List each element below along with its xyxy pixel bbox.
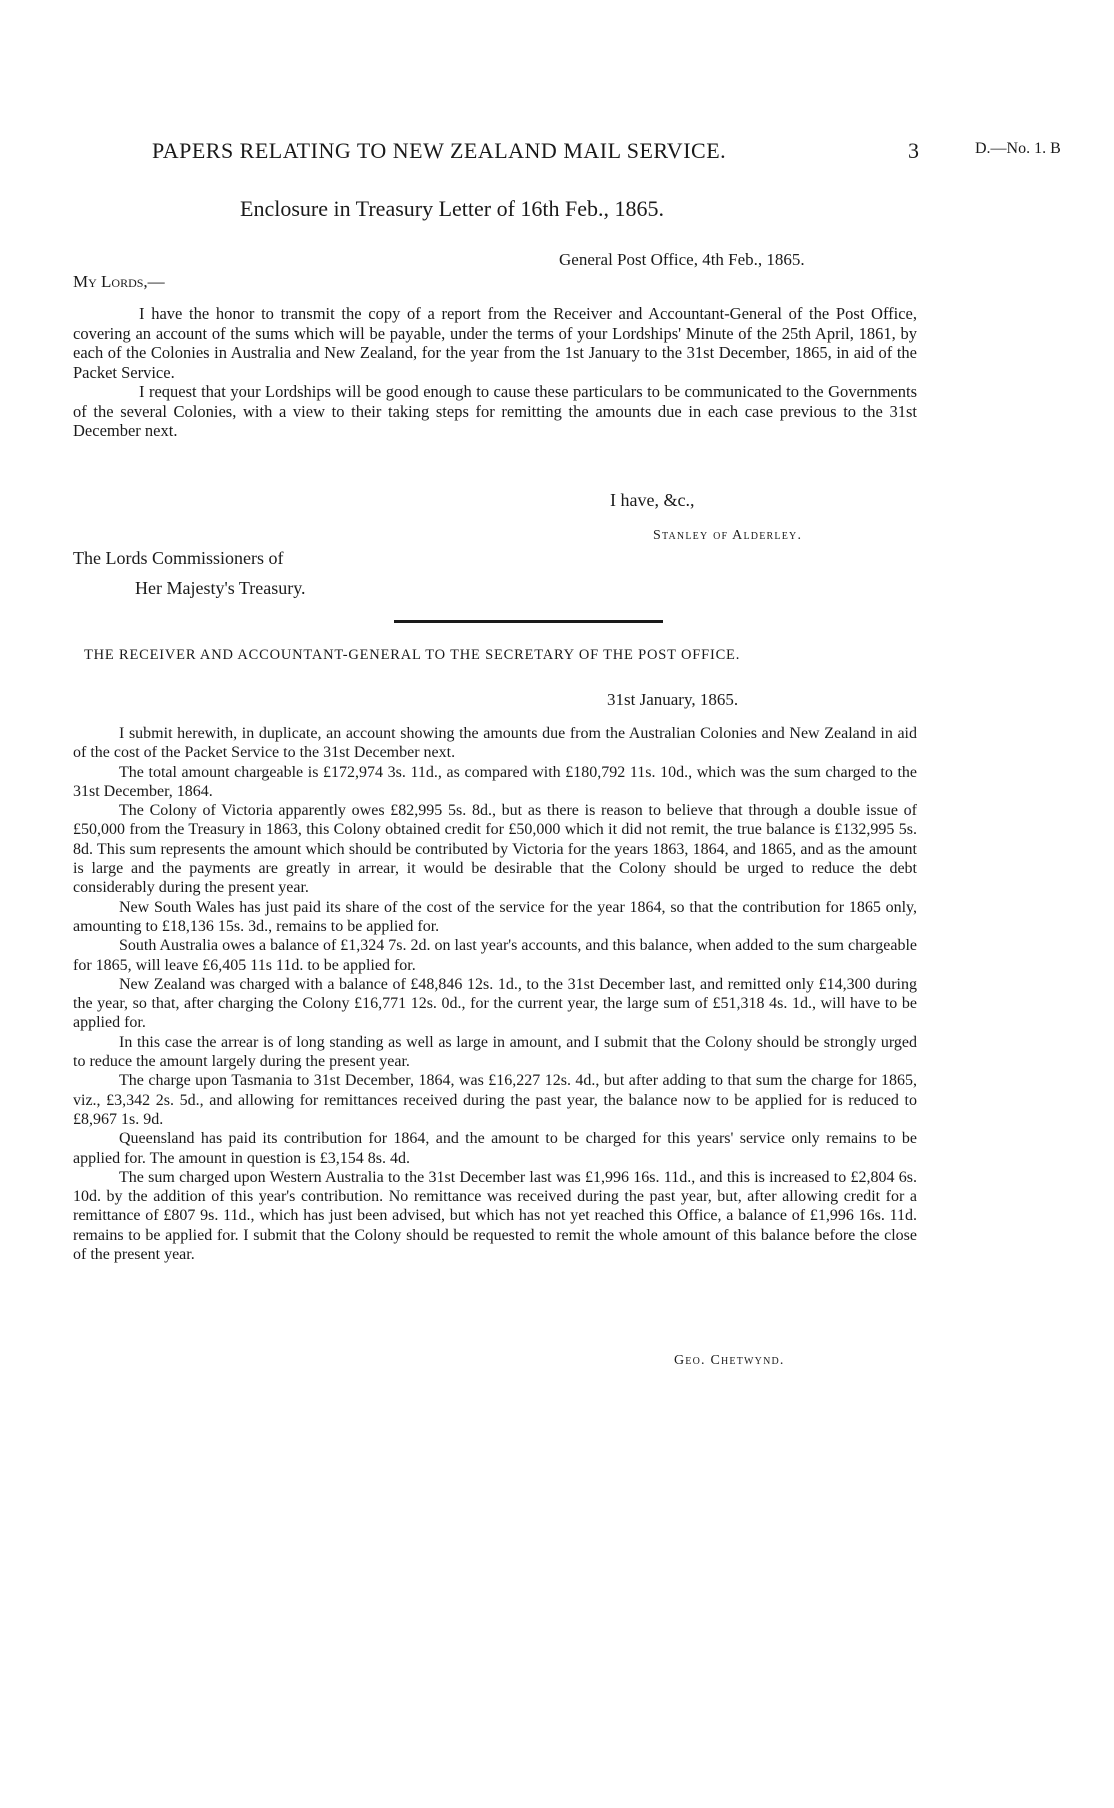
letter-body	[73, 304, 917, 441]
report-paragraph: The charge upon Tasmania to 31st December, 1864, was £16,227 12s. 4d., but after adding to that sum the charge for 1865, viz., £3,342 2s. 5d., and allowing for remittances received during the past year, the balance now to be applied for is reduced to £8,967 1s. 9d.	[73, 1072, 917, 1128]
report-heading: THE RECEIVER AND ACCOUNTANT-GENERAL TO THE SECRETARY OF THE POST OFFICE.	[84, 647, 741, 663]
reference-code: D.—No. 1. B	[975, 140, 1061, 157]
letter-dateline: General Post Office, 4th Feb., 1865.	[559, 250, 805, 269]
report-paragraph: Queensland has paid its contribution for 1864, and the amount to be charged for this years' service only remains to be applied for. The amount in question is £3,154 8s. 4d.	[73, 1130, 917, 1167]
letter-paragraph: I request that your Lordships will be good enough to cause these particulars to be communicated to the Governments of the several Colonies, with a view to their taking steps for remitting the amounts due in each case previous to the 31st December next.	[73, 382, 917, 440]
letter-closing: I have, &c.,	[610, 490, 695, 510]
enclosure-title: Enclosure in Treasury Letter of 16th Feb., 1865.	[240, 196, 665, 221]
section-divider	[394, 620, 663, 623]
running-title: PAPERS RELATING TO NEW ZEALAND MAIL SERVICE.	[152, 138, 727, 163]
letter-addressee	[73, 543, 306, 603]
addressee-line: Her Majesty's Treasury.	[135, 578, 306, 598]
report-paragraph: The total amount chargeable is £172,974 3s. 11d., as compared with £180,792 11s. 10d., which was the sum charged to the 31st December, 1864.	[73, 763, 917, 800]
letter-paragraph: I have the honor to transmit the copy of a report from the Receiver and Accountant-General of the Post Office, covering an account of the sums which will be payable, under the terms of your Lordships' Minute of the 25th April, 1861, by each of the Colonies in Australia and New Zealand, for the year from the 1st January to the 31st December, 1865, in aid of the Packet Service.	[73, 304, 917, 382]
report-paragraph: South Australia owes a balance of £1,324 7s. 2d. on last year's accounts, and this balance, when added to the sum chargeable for 1865, will leave £6,405 11s 11d. to be applied for.	[73, 937, 917, 974]
report-dateline: 31st January, 1865.	[607, 690, 739, 709]
report-paragraph: New Zealand was charged with a balance of £48,846 12s. 1d., to the 31st December last, and remitted only £14,300 during the year, so that, after charging the Colony £16,771 12s. 0d., for the current year, the large sum of £51,318 4s. 1d., will have to be applied for.	[73, 975, 917, 1032]
addressee-line: The Lords Commissioners of	[73, 548, 284, 568]
report-paragraph: I submit herewith, in duplicate, an account showing the amounts due from the Australian Colonies and New Zealand in aid of the cost of the Packet Service to the 31st December next.	[73, 725, 917, 762]
report-paragraph: In this case the arrear is of long standing as well as large in amount, and I submit that the Colony should be strongly urged to reduce the amount largely during the present year.	[73, 1033, 917, 1071]
report-signature: Geo. Chetwynd.	[674, 1353, 785, 1368]
report-paragraph: New South Wales has just paid its share of the cost of the service for the year 1864, so that the contribution for 1865 only, amounting to £18,136 15s. 3d., remains to be applied for.	[73, 898, 917, 935]
report-body	[73, 724, 917, 1264]
page-number: 3	[908, 138, 919, 163]
letter-signature: Stanley of Alderley.	[653, 528, 803, 543]
report-paragraph: The sum charged upon Western Australia to the 31st December last was £1,996 16s. 11d., and this is increased to £2,804 6s. 10d. by the addition of this year's contribution. No remittance was received during the past year, but, after allowing credit for a remittance of £807 9s. 11d., which has just been advised, but which has not yet reached this Office, a balance of £1,996 16s. 11d. remains to be applied for. I submit that the Colony should be requested to remit the whole amount of this balance before the close of the present year.	[73, 1168, 917, 1264]
report-paragraph: The Colony of Victoria apparently owes £82,995 5s. 8d., but as there is reason to believe that through a double issue of £50,000 from the Treasury in 1863, this Colony obtained credit for £50,000 which it did not remit, the true balance is £132,995 5s. 8d. This sum represents the amount which should be contributed by Victoria for the years 1863, 1864, and 1865, and as the amount is large and the payments are greatly in arrear, it would be desirable that the Colony should be urged to reduce the debt considerably during the present year.	[73, 802, 917, 897]
letter-salutation: My Lords,—	[73, 272, 165, 291]
